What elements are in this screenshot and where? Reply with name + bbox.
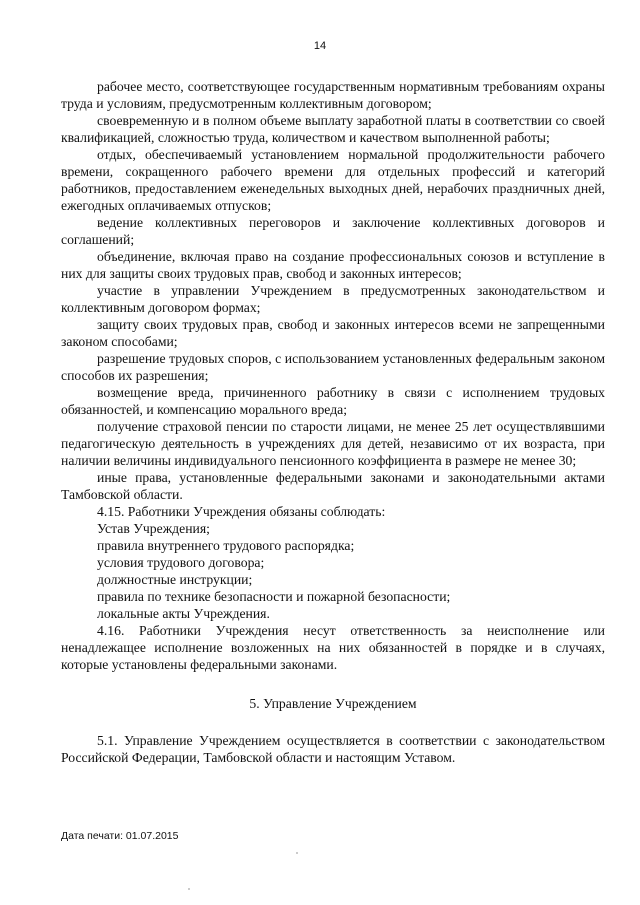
list-item: Устав Учреждения; <box>97 521 210 536</box>
list-item: правила по технике безопасности и пожарной безопасности; <box>97 589 451 604</box>
list-item: условия трудового договора; <box>97 555 265 570</box>
paragraph: участие в управлении Учреждением в предусмотренных законодательством и коллективным договором формах; <box>61 283 605 315</box>
paragraph: иные права, установленные федеральными законами и законодательными актами Тамбовской области. <box>61 470 605 502</box>
section-heading: 5. Управление Учреждением <box>249 696 417 711</box>
paragraph: отдых, обеспечиваемый установлением нормальной продолжительности рабочего времени, сокращенного рабочего времени для отдельных профессий и категорий работников, предоставлением еженедельных выходных дней, нерабочих праздничных дней, ежегодных оплачиваемых отпусков; <box>61 147 605 213</box>
paragraph: разрешение трудовых споров, с использованием установленных федеральным законом способов их разрешения; <box>61 351 605 383</box>
paragraph: получение страховой пенсии по старости лицами, не менее 25 лет осуществлявшими педагогическую деятельность в учреждениях для детей, независимо от их возраста, при наличии величины индивидуального пенсионного коэффициента в размере не менее 30; <box>61 419 605 468</box>
paragraph: объединение, включая право на создание профессиональных союзов и вступление в них для защиты своих трудовых прав, свобод и законных интересов; <box>61 249 605 281</box>
list-item: правила внутреннего трудового распорядка; <box>97 538 355 553</box>
scan-speck <box>296 852 298 854</box>
list-item: локальные акты Учреждения. <box>97 606 270 621</box>
paragraph: своевременную и в полном объеме выплату заработной платы в соответствии со своей квалификацией, сложностью труда, количеством и качеством выполненной работы; <box>61 113 605 145</box>
document-body <box>61 78 605 766</box>
print-date: Дата печати: 01.07.2015 <box>61 830 179 842</box>
clause-5-1: 5.1. Управление Учреждением осуществляется в соответствии с законодательством Российской Федерации, Тамбовской области и настоящим Уставом. <box>61 733 605 765</box>
paragraph: ведение коллективных переговоров и заключение коллективных договоров и соглашений; <box>61 215 605 247</box>
paragraph: защиту своих трудовых прав, свобод и законных интересов всеми не запрещенными законом способами; <box>61 317 605 349</box>
paragraph: возмещение вреда, причиненного работнику в связи с исполнением трудовых обязанностей, и компенсацию морального вреда; <box>61 385 605 417</box>
scan-speck <box>188 888 190 890</box>
paragraph: рабочее место, соответствующее государственным нормативным требованиям охраны труда и условиям, предусмотренным коллективным договором; <box>61 79 605 111</box>
page-number: 14 <box>313 40 327 52</box>
clause-4-16: 4.16. Работники Учреждения несут ответственность за неисполнение или ненадлежащее исполнение возложенных на них обязанностей в порядке и в случаях, которые установлены федеральными законами. <box>61 623 605 672</box>
list-item: должностные инструкции; <box>97 572 253 587</box>
clause-4-15: 4.15. Работники Учреждения обязаны соблюдать: <box>97 504 386 519</box>
